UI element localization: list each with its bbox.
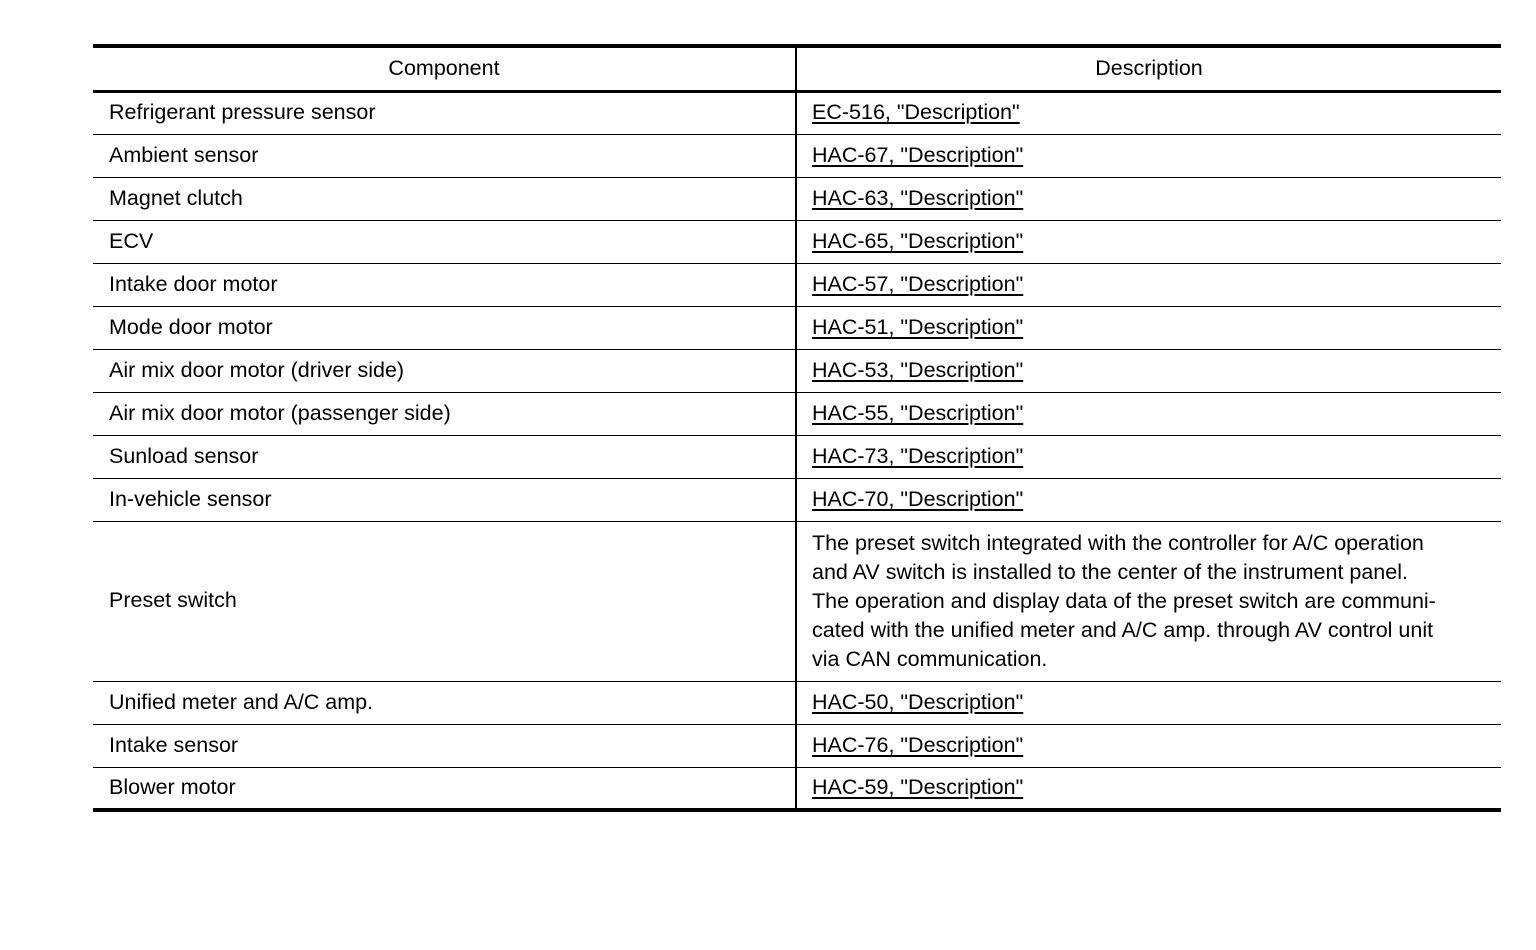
table-row (93, 177, 1501, 220)
component-cell: Magnet clutch (93, 177, 796, 220)
component-cell: Intake door motor (93, 263, 796, 306)
component-cell: Blower motor (93, 767, 796, 810)
description-cell (796, 681, 1501, 724)
description-text-line: via CAN communication. (812, 646, 1048, 671)
table-row (93, 220, 1501, 263)
description-reference-link[interactable]: HAC-55, "Description" (812, 400, 1024, 425)
description-reference-link[interactable]: HAC-50, "Description" (812, 689, 1024, 714)
table-row (93, 134, 1501, 177)
description-reference-link[interactable]: HAC-67, "Description" (812, 142, 1024, 167)
description-cell (796, 220, 1501, 263)
description-reference-link[interactable]: HAC-76, "Description" (812, 732, 1024, 757)
description-reference-link[interactable]: HAC-73, "Description" (812, 443, 1024, 468)
description-reference-link[interactable]: HAC-51, "Description" (812, 314, 1024, 339)
description-cell (796, 724, 1501, 767)
description-cell (796, 521, 1501, 681)
description-cell (796, 306, 1501, 349)
description-reference-link[interactable]: HAC-70, "Description" (812, 486, 1024, 511)
component-cell: Mode door motor (93, 306, 796, 349)
description-text-line: cated with the unified meter and A/C amp. through AV control unit (812, 617, 1434, 642)
table-row (93, 263, 1501, 306)
description-cell (796, 478, 1501, 521)
header-component: Component (93, 46, 796, 91)
description-cell (796, 177, 1501, 220)
table-row (93, 91, 1501, 134)
description-reference-link[interactable]: HAC-63, "Description" (812, 185, 1024, 210)
description-cell (796, 767, 1501, 810)
description-reference-link[interactable]: HAC-59, "Description" (812, 775, 1024, 799)
table-row (93, 435, 1501, 478)
description-text-line: and AV switch is installed to the center of the instrument panel. (812, 559, 1408, 584)
description-text-line: The preset switch integrated with the controller for A/C operation (812, 530, 1424, 555)
component-cell: ECV (93, 220, 796, 263)
description-reference-link[interactable]: HAC-57, "Description" (812, 271, 1024, 296)
description-cell (796, 91, 1501, 134)
component-cell: Air mix door motor (driver side) (93, 349, 796, 392)
description-cell (796, 134, 1501, 177)
component-cell: Sunload sensor (93, 435, 796, 478)
table-row (93, 306, 1501, 349)
component-cell: Refrigerant pressure sensor (93, 91, 796, 134)
description-reference-link[interactable]: HAC-53, "Description" (812, 357, 1024, 382)
table-row (93, 521, 1501, 681)
component-cell: In-vehicle sensor (93, 478, 796, 521)
table-header (93, 46, 1501, 91)
component-cell: Unified meter and A/C amp. (93, 681, 796, 724)
table-body (93, 91, 1501, 810)
component-cell: Air mix door motor (passenger side) (93, 392, 796, 435)
component-description-table (93, 44, 1501, 812)
header-description: Description (796, 46, 1501, 91)
description-cell (796, 263, 1501, 306)
description-reference-link[interactable]: HAC-65, "Description" (812, 228, 1024, 253)
component-cell: Preset switch (93, 521, 796, 681)
description-cell (796, 392, 1501, 435)
table-row (93, 724, 1501, 767)
table-row (93, 349, 1501, 392)
table-row (93, 478, 1501, 521)
description-cell (796, 435, 1501, 478)
description-reference-link[interactable]: EC-516, "Description" (812, 100, 1020, 125)
component-cell: Intake sensor (93, 724, 796, 767)
header-row (93, 46, 1501, 91)
description-text-line: The operation and display data of the preset switch are communi- (812, 588, 1436, 613)
component-cell: Ambient sensor (93, 134, 796, 177)
table-row (93, 392, 1501, 435)
table-row (93, 681, 1501, 724)
table-row (93, 767, 1501, 810)
description-cell (796, 349, 1501, 392)
